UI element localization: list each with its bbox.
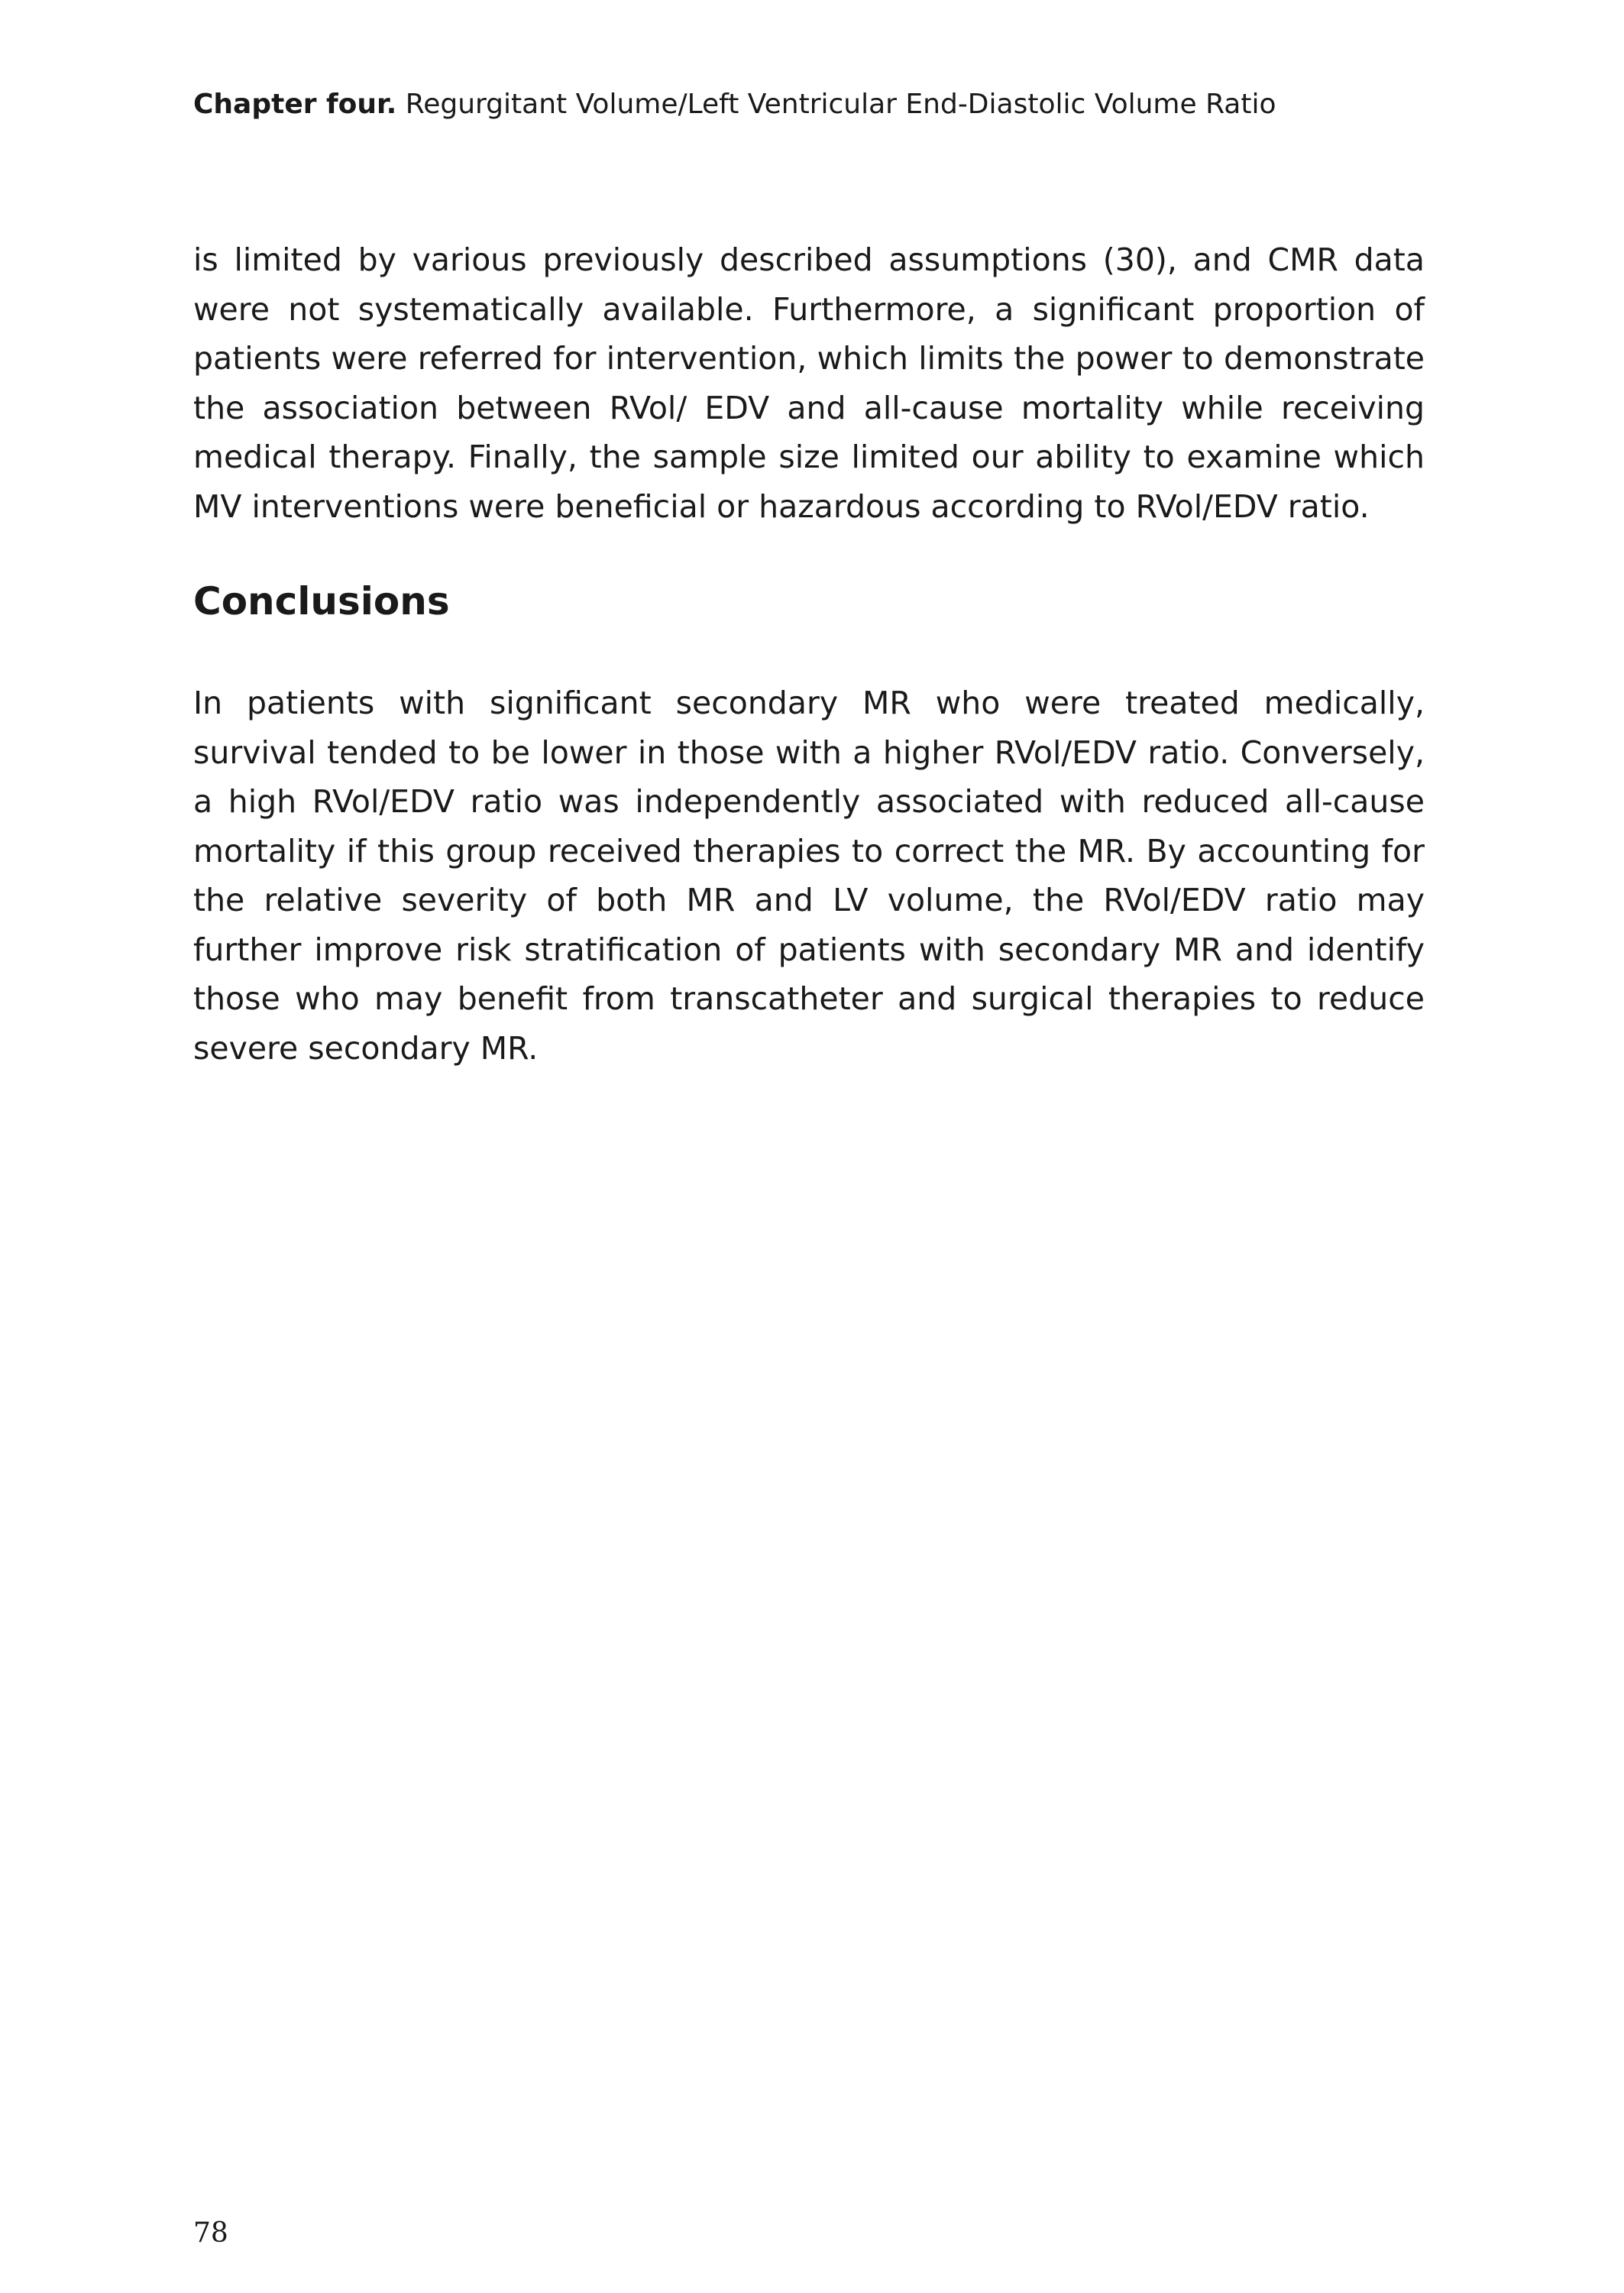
running-header: [193, 86, 1431, 124]
chapter-label: Chapter four.: [193, 89, 397, 120]
body-paragraph-limitations: is limited by various previously described assumptions (30), and CMR data were not systematically available. Furthermore, a significant proportion of patients were referred for intervention, which limits the power to demonstrate the association between RVol/ EDV and all-cause mortality while receiving medical therapy. Finally, the sample size limited our ability to examine which MV interventions were beneficial or hazardous according to RVol/EDV ratio.: [193, 241, 1425, 525]
section-heading-conclusions: Conclusions: [193, 579, 450, 623]
chapter-title: Regurgitant Volume/Left Ventricular End-Diastolic Volume Ratio: [405, 89, 1276, 120]
body-paragraph-conclusions: In patients with significant secondary MR who were treated medically, survival tended to be lower in those with a higher RVol/EDV ratio. Conversely, a high RVol/EDV ratio was independently associated with reduced all-cause mortality if this group received therapies to correct the MR. By accounting for the relative severity of both MR and LV volume, the RVol/EDV ratio may further improve risk stratification of patients with secondary MR and identify those who may benefit from transcatheter and surgical therapies to reduce severe secondary MR.: [193, 685, 1425, 1067]
page-number: 78: [193, 2217, 228, 2249]
